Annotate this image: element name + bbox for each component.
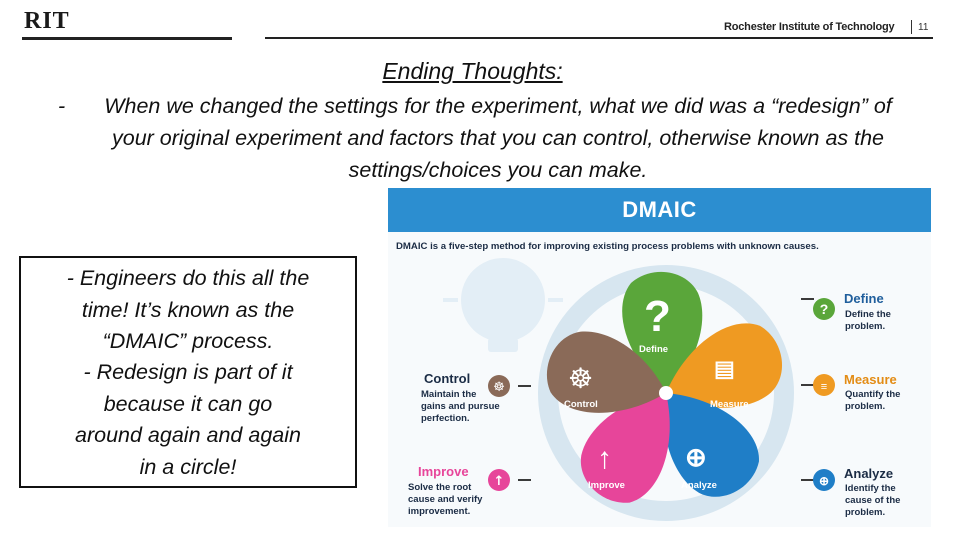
- dmaic-infographic: [388, 188, 931, 527]
- analyze-petal-label: Analyze: [681, 480, 717, 491]
- control-desc-line: Maintain the: [421, 389, 477, 400]
- text-box-line: in a circle!: [139, 455, 237, 479]
- main-bullet: [58, 90, 898, 186]
- question-mark-icon: ?: [644, 292, 671, 341]
- measure-petal-label: Measure: [710, 399, 749, 410]
- text-box-line: - Engineers do this all the: [66, 266, 310, 290]
- header-rule-left: [22, 37, 232, 40]
- text-box-line: - Redesign is part of it: [83, 360, 293, 384]
- control-desc-line: gains and pursue: [421, 401, 500, 412]
- analyze-label: Analyze: [844, 466, 894, 481]
- svg-text:☸: ☸: [493, 380, 505, 395]
- magnifier-icon: ⊕: [685, 442, 707, 472]
- measure-desc-line: problem.: [845, 401, 886, 412]
- bullet-text: When we changed the settings for the experiment, what we did was a “redesign” of your original experiment and factors that you can control, otherwise known as the settings/choices you can make.: [104, 94, 892, 182]
- improve-desc: [408, 482, 482, 518]
- analyze-desc-line: Identify the: [845, 483, 896, 494]
- improve-label: Improve: [418, 464, 469, 479]
- control-desc: [421, 389, 500, 425]
- svg-text:⊕: ⊕: [818, 474, 830, 488]
- define-desc: [845, 309, 891, 333]
- measure-desc: [845, 389, 900, 413]
- ships-wheel-icon: ☸: [568, 362, 594, 395]
- improve-petal-label: Improve: [588, 480, 625, 491]
- define-desc-line: problem.: [845, 321, 886, 332]
- text-box-line: time! It’s known as the: [81, 298, 295, 322]
- ruler-icon: ▤: [714, 356, 735, 381]
- bullet-dash: -: [58, 94, 66, 118]
- control-desc-line: perfection.: [421, 413, 470, 424]
- header-rule-right: [265, 37, 933, 39]
- slide-number-divider: [911, 20, 912, 34]
- lightbulb-graphic: [461, 258, 545, 342]
- control-label: Control: [424, 371, 471, 386]
- measure-label: Measure: [844, 372, 897, 387]
- analyze-desc: [845, 483, 900, 519]
- improve-desc-line: Solve the root: [408, 482, 472, 493]
- text-box-line: “DMAIC” process.: [102, 329, 274, 353]
- improve-desc-line: cause and verify: [408, 494, 483, 505]
- dmaic-title: DMAIC: [622, 197, 697, 222]
- measure-desc-line: Quantify the: [845, 389, 901, 400]
- define-petal-label: Define: [639, 344, 669, 355]
- slide-title: Ending Thoughts:: [382, 58, 563, 84]
- arrow-up-icon: ↑: [597, 442, 612, 475]
- analyze-desc-line: problem.: [845, 507, 886, 518]
- improve-desc-line: improvement.: [408, 506, 471, 517]
- text-box-line: around again and again: [75, 423, 301, 447]
- analyze-desc-line: cause of the: [845, 495, 901, 506]
- svg-text:≡: ≡: [820, 381, 828, 393]
- dmaic-subtitle: DMAIC is a five-step method for improving existing process problems with unknown causes.: [396, 241, 819, 252]
- institution-name: Rochester Institute of Technology: [724, 21, 895, 33]
- rit-logo: RIT: [24, 8, 70, 34]
- control-petal-label: Control: [564, 399, 598, 410]
- define-desc-line: Define the: [845, 309, 891, 320]
- slide-number: 11: [918, 22, 929, 33]
- flower-center: [659, 386, 673, 400]
- define-label: Define: [844, 291, 884, 306]
- text-box: [19, 256, 357, 488]
- svg-text:↑: ↑: [493, 474, 505, 489]
- svg-text:?: ?: [819, 301, 829, 317]
- text-box-line: because it can go: [103, 392, 273, 416]
